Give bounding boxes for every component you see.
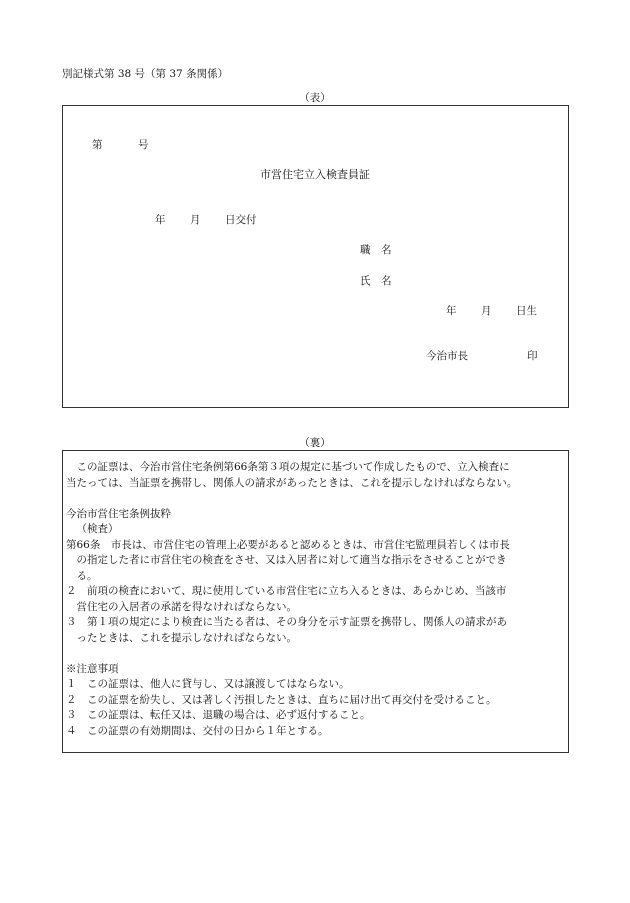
number-prefix: 第 (92, 139, 103, 151)
note-text: この証票は、転任又は、退職の場合は、必ず返付すること。 (87, 709, 371, 721)
name-label: 氏 名 (360, 275, 392, 287)
paragraph-2-number: ２ (66, 585, 77, 597)
note-number: ２ (66, 693, 77, 706)
paragraph-2-line-2: 営住宅の入居者の承諾を得なければならない。 (76, 600, 297, 613)
excerpt-title: 今治市営住宅条例抜粋 (66, 507, 171, 520)
paragraph-3-line-1: 第１項の規定により検査に当たる者は、その身分を示す証票を携帯し、関係人の請求があ (87, 616, 507, 628)
notes-title: ※注意事項 (66, 662, 119, 675)
birth-day: 日生 (516, 305, 537, 317)
article-66-line-3: る。 (76, 569, 98, 582)
card-title: 市営住宅立入検査員証 (260, 168, 370, 181)
note-item (66, 693, 566, 709)
birth-month: 月 (481, 305, 492, 317)
paragraph-2-line-1: 前項の検査において、現に使用している市営住宅に立ち入るときは、あらかじめ、当該市 (87, 585, 507, 597)
note-text: この証票は、他人に貸与し、又は譲渡してはならない。 (87, 678, 350, 690)
note-text: この証票の有効期間は、交付の日から１年とする。 (87, 724, 329, 737)
note-number: ４ (66, 724, 77, 737)
note-item (66, 708, 566, 724)
article-66-line-2: の指定した者に市営住宅の検査をさせ、又は入居者に対して適当な指示をさせることができ (76, 554, 507, 566)
issue-year: 年 (155, 214, 166, 226)
form-label: 別記様式第 38 号（第 37 条関係） (62, 68, 229, 80)
article-66-line-1: 第66条 市長は、市営住宅の管理上必要があると認めるときは、市営住宅監理員若しくは市長 (66, 538, 510, 551)
number-suffix: 号 (138, 139, 149, 151)
issue-month: 月 (190, 214, 201, 226)
note-item (66, 677, 566, 693)
intro-line-2: 当たっては、当証票を携帯し、関係人の請求があったときは、これを提示しなければならない。 (66, 476, 518, 489)
note-text: この証票を紛失し、又は著しく汚損したときは、直ちに届け出て再交付を受けること。 (87, 693, 497, 706)
article-heading: （検査） (76, 523, 119, 535)
mayor-label: 今治市長 (426, 350, 468, 362)
back-section-label: （裏） (299, 437, 331, 449)
note-number: ３ (66, 709, 77, 721)
front-section-label: （表） (299, 92, 331, 104)
seal-label: 印 (527, 350, 538, 362)
paragraph-3-line-2: ったときは、これを提示しなければならない。 (76, 631, 297, 644)
note-item (66, 724, 566, 740)
intro-line-1: この証票は、今治市営住宅条例第66条第３項の規定に基づいて作成したもので、立入検査に (76, 461, 510, 473)
issue-day: 日交付 (225, 214, 257, 226)
note-number: １ (66, 678, 77, 690)
back-text (66, 460, 566, 739)
job-title-label: 職 名 (360, 244, 392, 256)
birth-year: 年 (446, 305, 457, 317)
paragraph-3-number: ３ (66, 616, 77, 628)
